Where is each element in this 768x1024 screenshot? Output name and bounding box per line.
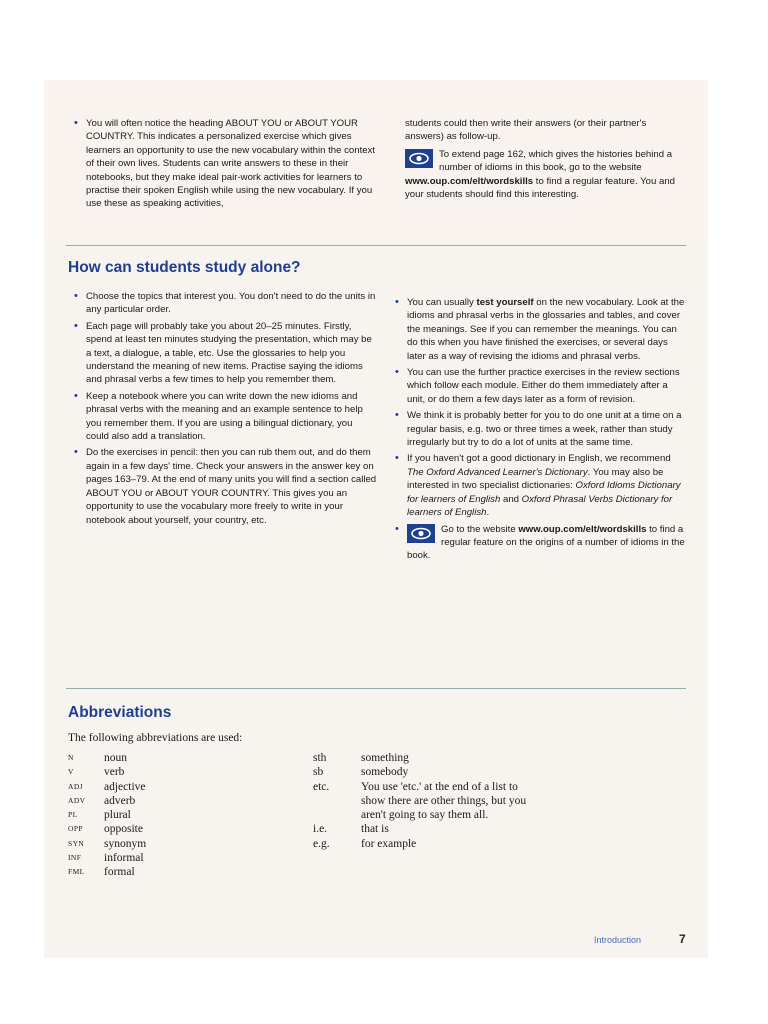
abbr-meaning: somebody (361, 766, 409, 779)
abbr-row (68, 851, 146, 865)
dictionary-mid: . You may also be interested in two specialist dictionaries: (407, 466, 664, 492)
abbr-meaning: something (361, 752, 409, 764)
website-pre: Go to the website (441, 523, 519, 535)
study-left-column (72, 290, 377, 530)
abbr-code: OPP (68, 824, 83, 834)
website-note-text-1: To extend page 162, which gives the histories behind a number of idioms in this book, go to the website (439, 148, 673, 174)
abbr-row (68, 865, 146, 879)
study-bullet-one-unit: • We think it is probably better for you to do one unit at a time on a regular basis, e.g. two or three times a week, rather than study irregularly but try to do a lot of units at the same time. (393, 409, 685, 449)
website-eye-icon (405, 149, 433, 168)
abbr-code: sth (313, 752, 327, 764)
abbr-code: N (68, 753, 74, 762)
abbr-meaning: You use 'etc.' at the end of a list to show there are other things, but you aren't going to say them all. (361, 780, 527, 822)
abbr-meaning: formal (104, 866, 135, 879)
abbr-row (313, 780, 533, 823)
abbr-code: ADV (68, 795, 86, 805)
website-eye-icon-2 (407, 524, 435, 543)
abbr-meaning: for example (361, 837, 417, 850)
abbr-code: etc. (313, 780, 330, 793)
abbr-row (68, 794, 146, 808)
divider-bottom (66, 688, 686, 689)
bullet-about-you: • You will often notice the heading ABOUT YOU or ABOUT YOUR COUNTRY. This indicates a personalized exercise which gives learners an opportunity to use the new vocabulary within the context of their own lives. Students can write answers to these in their notebooks, but they make ideal pair-work activities for learners to practise their spoken English while using the new vocabulary. If you use these as speaking activities, (72, 117, 377, 211)
abbr-row (68, 808, 146, 822)
follow-up-paragraph: students could then write their answers (or their partner's answers) as follow-up. (405, 118, 647, 143)
abbr-row (68, 780, 146, 794)
study-bullet-page-time: • Each page will probably take you about 20–25 minutes. Firstly, spend at least ten minutes studying the presentation, which may be a text, a dialogue, a table, etc. Use the glossaries to help you understand the meaning of new items. Practise saying the idioms and phrasal verbs a few times to help you remember them. (72, 320, 377, 387)
study-bullet-topics: • Choose the topics that interest you. You don't need to do the units in any particular order. (72, 290, 377, 317)
dictionary-and: and (500, 493, 522, 505)
test-yourself-post: on the new vocabulary. Look at the idioms and phrasal verbs in the glossaries and tables, and cover the meanings. See if you can remember the meanings. You can do this when you have finished the exercises, or several days later as a way of revising the idioms and phrasal verbs. (407, 297, 685, 362)
abbreviations-intro: The following abbreviations are used: (68, 732, 243, 744)
abbr-row (68, 765, 146, 779)
abbr-meaning: synonym (104, 837, 147, 850)
abbr-code: FML (68, 867, 85, 877)
abbr-code: ADJ (68, 781, 83, 791)
abbr-code: V (68, 767, 74, 777)
abbr-meaning: adverb (104, 794, 136, 807)
abbr-code: e.g. (313, 837, 330, 850)
abbreviations-table-left (68, 751, 146, 880)
abbr-meaning: that is (361, 823, 389, 836)
dictionary-pre: If you haven't got a good dictionary in English, we recommend (407, 453, 671, 465)
study-bullet-website (393, 523, 685, 563)
abbr-code: PL (68, 810, 78, 820)
abbr-row (313, 751, 533, 765)
top-right-column (405, 117, 685, 201)
abbr-row (68, 751, 146, 765)
abbreviations-heading: Abbreviations (68, 704, 172, 721)
abbr-meaning: adjective (104, 780, 146, 793)
website-link-2[interactable]: www.oup.com/elt/wordskills (518, 523, 647, 535)
page-number: 7 (679, 932, 686, 946)
abbr-meaning: plural (104, 809, 131, 822)
abbr-row (313, 765, 533, 779)
dictionary-title-3: Oxford Phrasal Verbs Dictionary for learners of English (407, 493, 673, 519)
study-heading: How can students study alone? (68, 259, 301, 276)
top-left-column (72, 117, 377, 214)
website-post: to find a regular feature on the origins of a number of idioms in the book. (407, 523, 685, 562)
study-right-column (393, 296, 685, 566)
abbreviations-table-right (313, 751, 533, 851)
website-note (405, 148, 685, 202)
abbr-row (313, 822, 533, 836)
abbr-code: SYN (68, 838, 85, 848)
abbr-meaning: verb (104, 766, 125, 779)
test-yourself-bold: test yourself (476, 297, 534, 308)
study-bullet-review: • You can use the further practice exercises in the review sections which follow each module. Either do them immediately after a unit, or do them a few days later as a form of revision. (393, 366, 685, 406)
abbr-meaning: opposite (104, 823, 143, 836)
abbr-code: INF (68, 853, 82, 863)
study-bullet-notebook: • Keep a notebook where you can write down the new idioms and phrasal verbs with the meaning and an example sentence to help you remember them. If you are using a bilingual dictionary, you could also add a translation. (72, 390, 377, 444)
abbr-code: i.e. (313, 823, 328, 836)
abbr-meaning: noun (104, 752, 127, 764)
test-yourself-pre: You can usually (407, 297, 477, 308)
dictionary-title-2: Oxford Idioms Dictionary for learners of English (407, 480, 681, 505)
website-link[interactable]: www.oup.com/elt/wordskills (405, 175, 534, 187)
study-bullet-pencil: • Do the exercises in pencil: then you can rub them out, and do them again in a few days' time. Check your answers in the answer key on pages 163–79. At the end of many units you will find a section called ABOUT YOU or ABOUT YOUR COUNTRY. This gives you an opportunity to use the vocabulary more freely to write in your notebook about yourself, your country, etc. (72, 446, 377, 526)
abbr-code: sb (313, 766, 324, 779)
abbr-row (68, 837, 146, 851)
dictionary-title-1: The Oxford Advanced Learner's Dictionary (407, 466, 588, 478)
abbr-meaning: informal (104, 852, 144, 865)
abbr-row (68, 822, 146, 836)
abbr-row (313, 837, 533, 851)
footer-section-name: Introduction (594, 935, 642, 945)
website-note-text-2: to find a regular feature. You and your students should find this interesting. (405, 175, 676, 201)
divider-top (66, 245, 686, 246)
study-bullet-dictionary (393, 452, 685, 519)
dictionary-end: . (486, 507, 490, 519)
study-bullet-test-yourself (393, 296, 685, 363)
